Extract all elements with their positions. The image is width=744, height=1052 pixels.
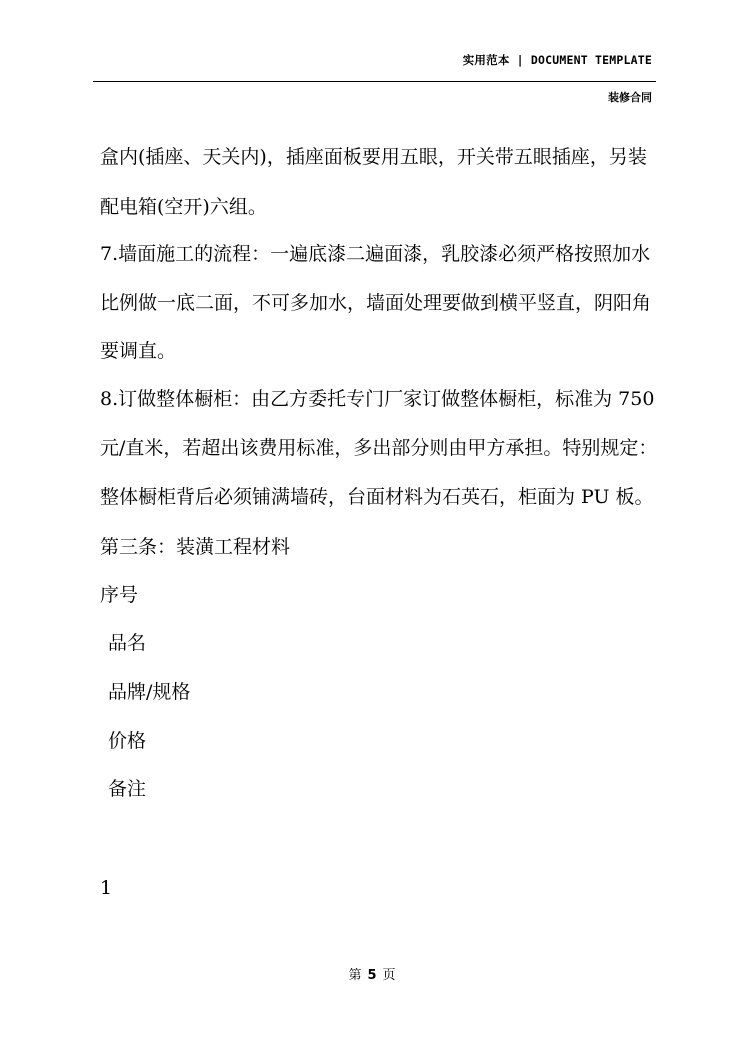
header-title: 实用范本 | DOCUMENT TEMPLATE: [462, 53, 652, 67]
table-header-price: 价格: [108, 730, 147, 752]
body-line-8: 整体橱柜背后必须铺满墙砖，台面材料为石英石，柜面为 PU 板。: [100, 486, 654, 508]
header-subtitle: 装修合同: [608, 91, 652, 104]
body-line-2: 配电箱(空开)六组。: [100, 196, 267, 218]
body-line-4: 比例做一底二面，不可多加水，墙面处理要做到横平竖直，阴阳角: [100, 292, 652, 314]
body-line-3: 7.墙面施工的流程：一遍底漆二遍面漆，乳胶漆必须严格按照加水: [100, 243, 651, 265]
body-line-7: 元/直米，若超出该费用标准，多出部分则由甲方承担。特别规定：: [100, 437, 658, 459]
table-header-name: 品名: [108, 632, 147, 654]
footer-suffix: 页: [382, 968, 396, 983]
table-cell-index: 1: [100, 877, 113, 899]
header-divider: [93, 81, 656, 82]
body-line-5: 要调直。: [100, 340, 177, 362]
table-header-brand: 品牌/规格: [108, 681, 191, 703]
body-line-6: 8.订做整体橱柜：由乙方委托专门厂家订做整体橱柜，标准为 750: [100, 388, 655, 410]
page-number: 5: [367, 968, 377, 983]
body-line-1: 盒内(插座、天关内)，插座面板要用五眼，开关带五眼插座，另装: [100, 146, 647, 168]
page-footer: [0, 964, 744, 983]
table-header-index: 序号: [100, 584, 139, 606]
section-heading: 第三条：装潢工程材料: [100, 536, 291, 558]
footer-prefix: 第: [348, 968, 362, 983]
table-header-notes: 备注: [108, 778, 147, 800]
